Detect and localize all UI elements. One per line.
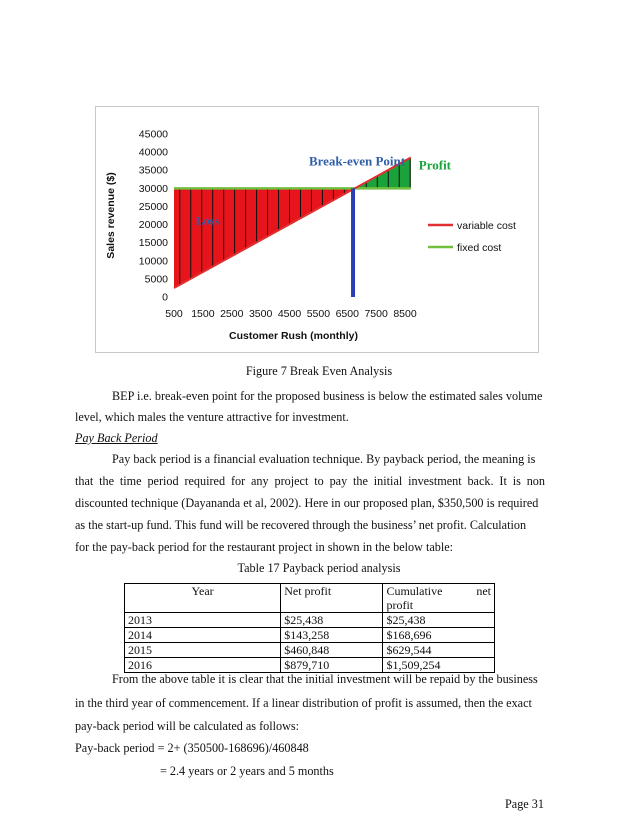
cell-year: 2013 xyxy=(125,613,281,628)
header-net-profit: Net profit xyxy=(281,584,383,613)
cell-net-profit: $25,438 xyxy=(281,613,383,628)
header-year: Year xyxy=(125,584,281,613)
y-tick-label: 40000 xyxy=(138,146,168,159)
table-header-row xyxy=(125,584,495,613)
paragraph-line: level, which males the venture attractive for investment. xyxy=(75,410,349,424)
paragraph-line: From the above table it is clear that the initial investment will be repaid by the business xyxy=(112,672,538,686)
header-profit-word: profit xyxy=(386,598,414,612)
section-heading: Pay Back Period xyxy=(75,431,158,445)
paragraph-line: that the time period required for any project to pay the initial investment back. It is non xyxy=(75,474,545,488)
y-tick-label: 20000 xyxy=(138,219,168,232)
formula-result: = 2.4 years or 2 years and 5 months xyxy=(160,764,334,778)
cell-cumulative: $629,544 xyxy=(383,643,495,658)
table-row xyxy=(125,658,495,673)
cell-cumulative: $168,696 xyxy=(383,628,495,643)
x-tick-label: 8500 xyxy=(393,308,417,320)
y-tick-label: 0 xyxy=(162,291,168,304)
formula-line: Pay-back period = 2+ (350500-168696)/460848 xyxy=(75,741,309,755)
figure-caption: Figure 7 Break Even Analysis xyxy=(245,364,393,378)
paragraph-line: pay-back period will be calculated as follows: xyxy=(75,719,300,733)
cell-year: 2014 xyxy=(125,628,281,643)
x-tick-label: 2500 xyxy=(220,308,244,320)
payback-table xyxy=(124,583,495,673)
x-tick-label: 7500 xyxy=(364,308,388,320)
loss-annotation: Loss xyxy=(195,213,219,228)
x-tick-label: 500 xyxy=(165,308,183,320)
x-axis-label: Customer Rush (monthly) xyxy=(229,330,358,342)
x-tick-label: 6500 xyxy=(335,308,359,320)
y-tick-label: 15000 xyxy=(138,237,168,250)
paragraph-line: for the pay-back period for the restaurant project in shown in the below table: xyxy=(75,540,454,554)
x-tick-label: 1500 xyxy=(191,308,215,320)
header-net-word: net xyxy=(476,584,491,598)
cell-net-profit: $460,848 xyxy=(281,643,383,658)
profit-annotation: Profit xyxy=(418,157,452,173)
y-axis-label: Sales revenue ($) xyxy=(105,172,117,259)
paragraph-line: BEP i.e. break-even point for the proposed business is below the estimated sales volume xyxy=(112,389,543,403)
y-tick-label: 45000 xyxy=(138,128,168,141)
x-tick-label: 5500 xyxy=(306,308,331,320)
x-tick-label: 3500 xyxy=(248,308,273,320)
table-caption: Table 17 Payback period analysis xyxy=(237,561,401,575)
page-number: Page 31 xyxy=(505,797,544,811)
y-tick-label: 35000 xyxy=(138,164,168,177)
y-tick-label: 25000 xyxy=(138,200,168,213)
paragraph-line: Pay back period is a financial evaluation technique. By payback period, the meaning is xyxy=(112,452,536,466)
header-cumulative xyxy=(383,584,495,613)
break-even-annotation: Break-even Point xyxy=(308,153,406,169)
y-tick-label: 5000 xyxy=(144,273,168,286)
table-row xyxy=(125,643,495,658)
header-cumulative-word: Cumulative xyxy=(386,584,443,598)
table-row xyxy=(125,613,495,628)
paragraph-line: as the start-up fund. This fund will be recovered through the business’ net profit. Calculation xyxy=(75,518,527,532)
y-tick-label: 30000 xyxy=(138,182,168,195)
cell-net-profit: $143,258 xyxy=(281,628,383,643)
paragraph-line: in the third year of commencement. If a linear distribution of profit is assumed, then the exact xyxy=(75,696,532,710)
cell-cumulative: $25,438 xyxy=(383,613,495,628)
cell-cumulative: $1,509,254 xyxy=(383,658,495,673)
cell-year: 2016 xyxy=(125,658,281,673)
x-tick-label: 4500 xyxy=(277,308,302,320)
chart-svg xyxy=(96,107,538,352)
legend-label: variable cost xyxy=(457,220,516,232)
paragraph-line: discounted technique (Dayananda et al, 2002). Here in our proposed plan, $350,500 is required xyxy=(75,496,539,510)
break-even-chart xyxy=(95,106,539,353)
table-row xyxy=(125,628,495,643)
y-tick-label: 10000 xyxy=(138,255,168,268)
cell-net-profit: $879,710 xyxy=(281,658,383,673)
legend-label: fixed cost xyxy=(457,242,502,254)
cell-year: 2015 xyxy=(125,643,281,658)
